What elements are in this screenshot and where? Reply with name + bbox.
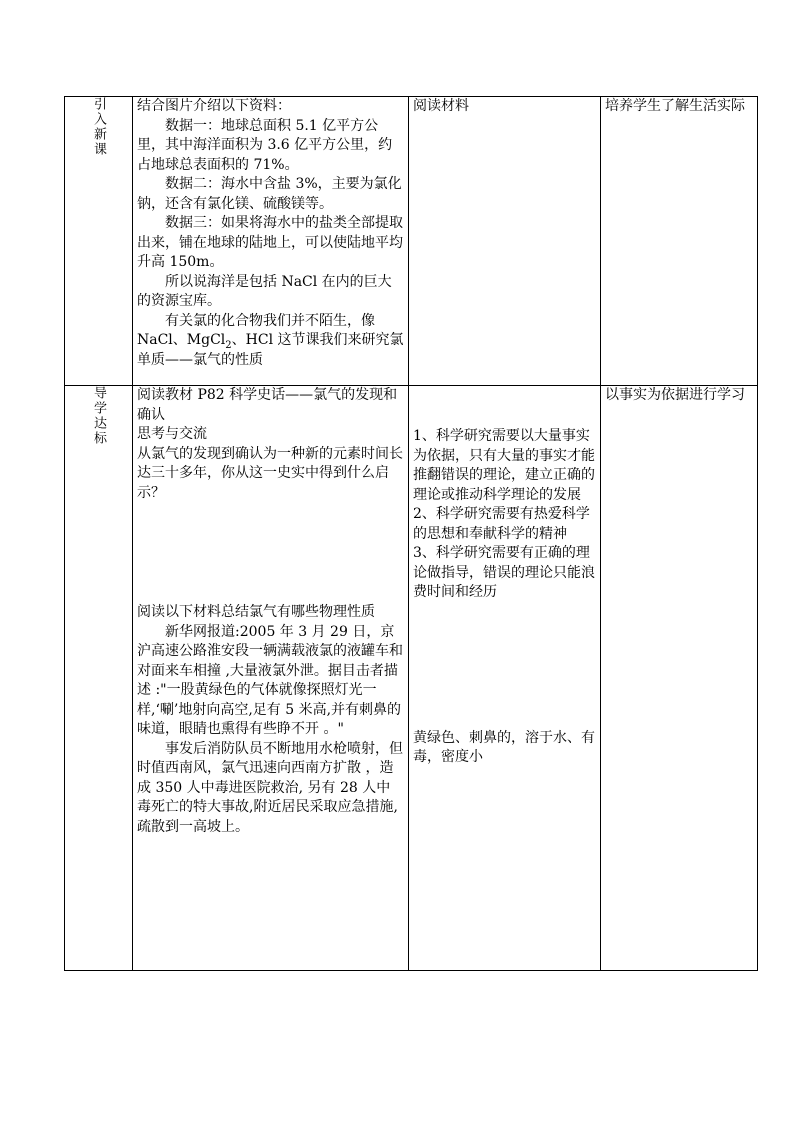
answer-two-text: 2、科学研究需要有热爱科学的思想和奉献科学的精神	[413, 506, 590, 542]
table-row	[65, 386, 758, 971]
design-intent-cell	[601, 386, 758, 971]
data-two-text: 数据二：海水中含盐 3%，主要为氯化钠，还含有氯化镁、硫酸镁等。	[137, 176, 402, 212]
section-cell	[65, 386, 133, 971]
student-activity-cell	[409, 97, 601, 386]
intro-text: 结合图片介绍以下资料：	[137, 98, 291, 114]
reading-two-text: 阅读以下材料总结氯气有哪些物理性质	[137, 604, 375, 620]
design-intent-text: 培养学生了解生活实际	[605, 98, 745, 114]
answer-four-text: 黄绿色、刺鼻的，溶于水、有毒，密度小	[413, 729, 595, 765]
reading-text: 阅读教材 P82 科学史话——氯气的发现和确认	[137, 387, 398, 423]
transition-text: 有关氯的化合物我们并不陌生，像 NaCl、MgCl$_2$、HCl 这节课我们来研究氯单质——氯气的性质	[137, 312, 404, 368]
section-label: 导学达标	[91, 386, 106, 446]
data-three-text: 数据三：如果将海水中的盐类全部提取出来，铺在地球的陆地上，可以使陆地平均升高 150m。	[137, 215, 403, 270]
data-one-text: 数据一：地球总面积 5.1 亿平方公里，其中海洋面积为 3.6 亿平方公里，约占地球总表面积的 71%。	[137, 117, 393, 173]
news-paragraph-one: 新华网报道:2005 年 3 月 29 日，京沪高速公路淮安段一辆满载液氯的液罐车和对面来车相撞 ,大量液氯外泄。据目击者描述 :"一股黄绿色的气体就像探照灯光一样,‘唰’地射向高空,足有 5 米高,并有刺鼻的味道，眼睛也熏得有些睁不开 。"	[137, 623, 403, 737]
conclusion-text: 所以说海洋是包括 NaCl 在内的巨大的资源宝库。	[137, 273, 392, 309]
answer-one-text: 1、科学研究需要以大量事实为依据，只有大量的事实才能推翻错误的理论，建立正确的理论或推动科学理论的发展	[413, 428, 595, 503]
content-cell	[133, 386, 409, 971]
student-activity-text: 阅读材料	[413, 98, 469, 114]
question-text: 从氯气的发现到确认为一种新的元素时间长达三十多年，你从这一史实中得到什么启示？	[137, 445, 403, 501]
news-paragraph-two: 事发后消防队员不断地用水枪喷射，但时值西南风，氯气迅速向西南方扩散 ，造成 350 人中毒进医院救治, 另有 28 人中毒死亡的特大事故,附近居民采取应急措施,疏散到一高坡上。	[137, 740, 403, 835]
answer-three-text: 3、科学研究需要有正确的理论做指导，错误的理论只能浪费时间和经历	[413, 545, 595, 600]
section-cell	[65, 97, 133, 386]
design-intent-cell	[601, 97, 758, 386]
table-row	[65, 97, 758, 386]
student-activity-cell	[409, 386, 601, 971]
section-label: 引入新课	[91, 97, 106, 157]
content-cell	[133, 97, 409, 386]
design-intent-text: 以事实为依据进行学习	[605, 387, 745, 403]
think-heading: 思考与交流	[137, 426, 207, 442]
lesson-plan-table	[64, 96, 758, 971]
